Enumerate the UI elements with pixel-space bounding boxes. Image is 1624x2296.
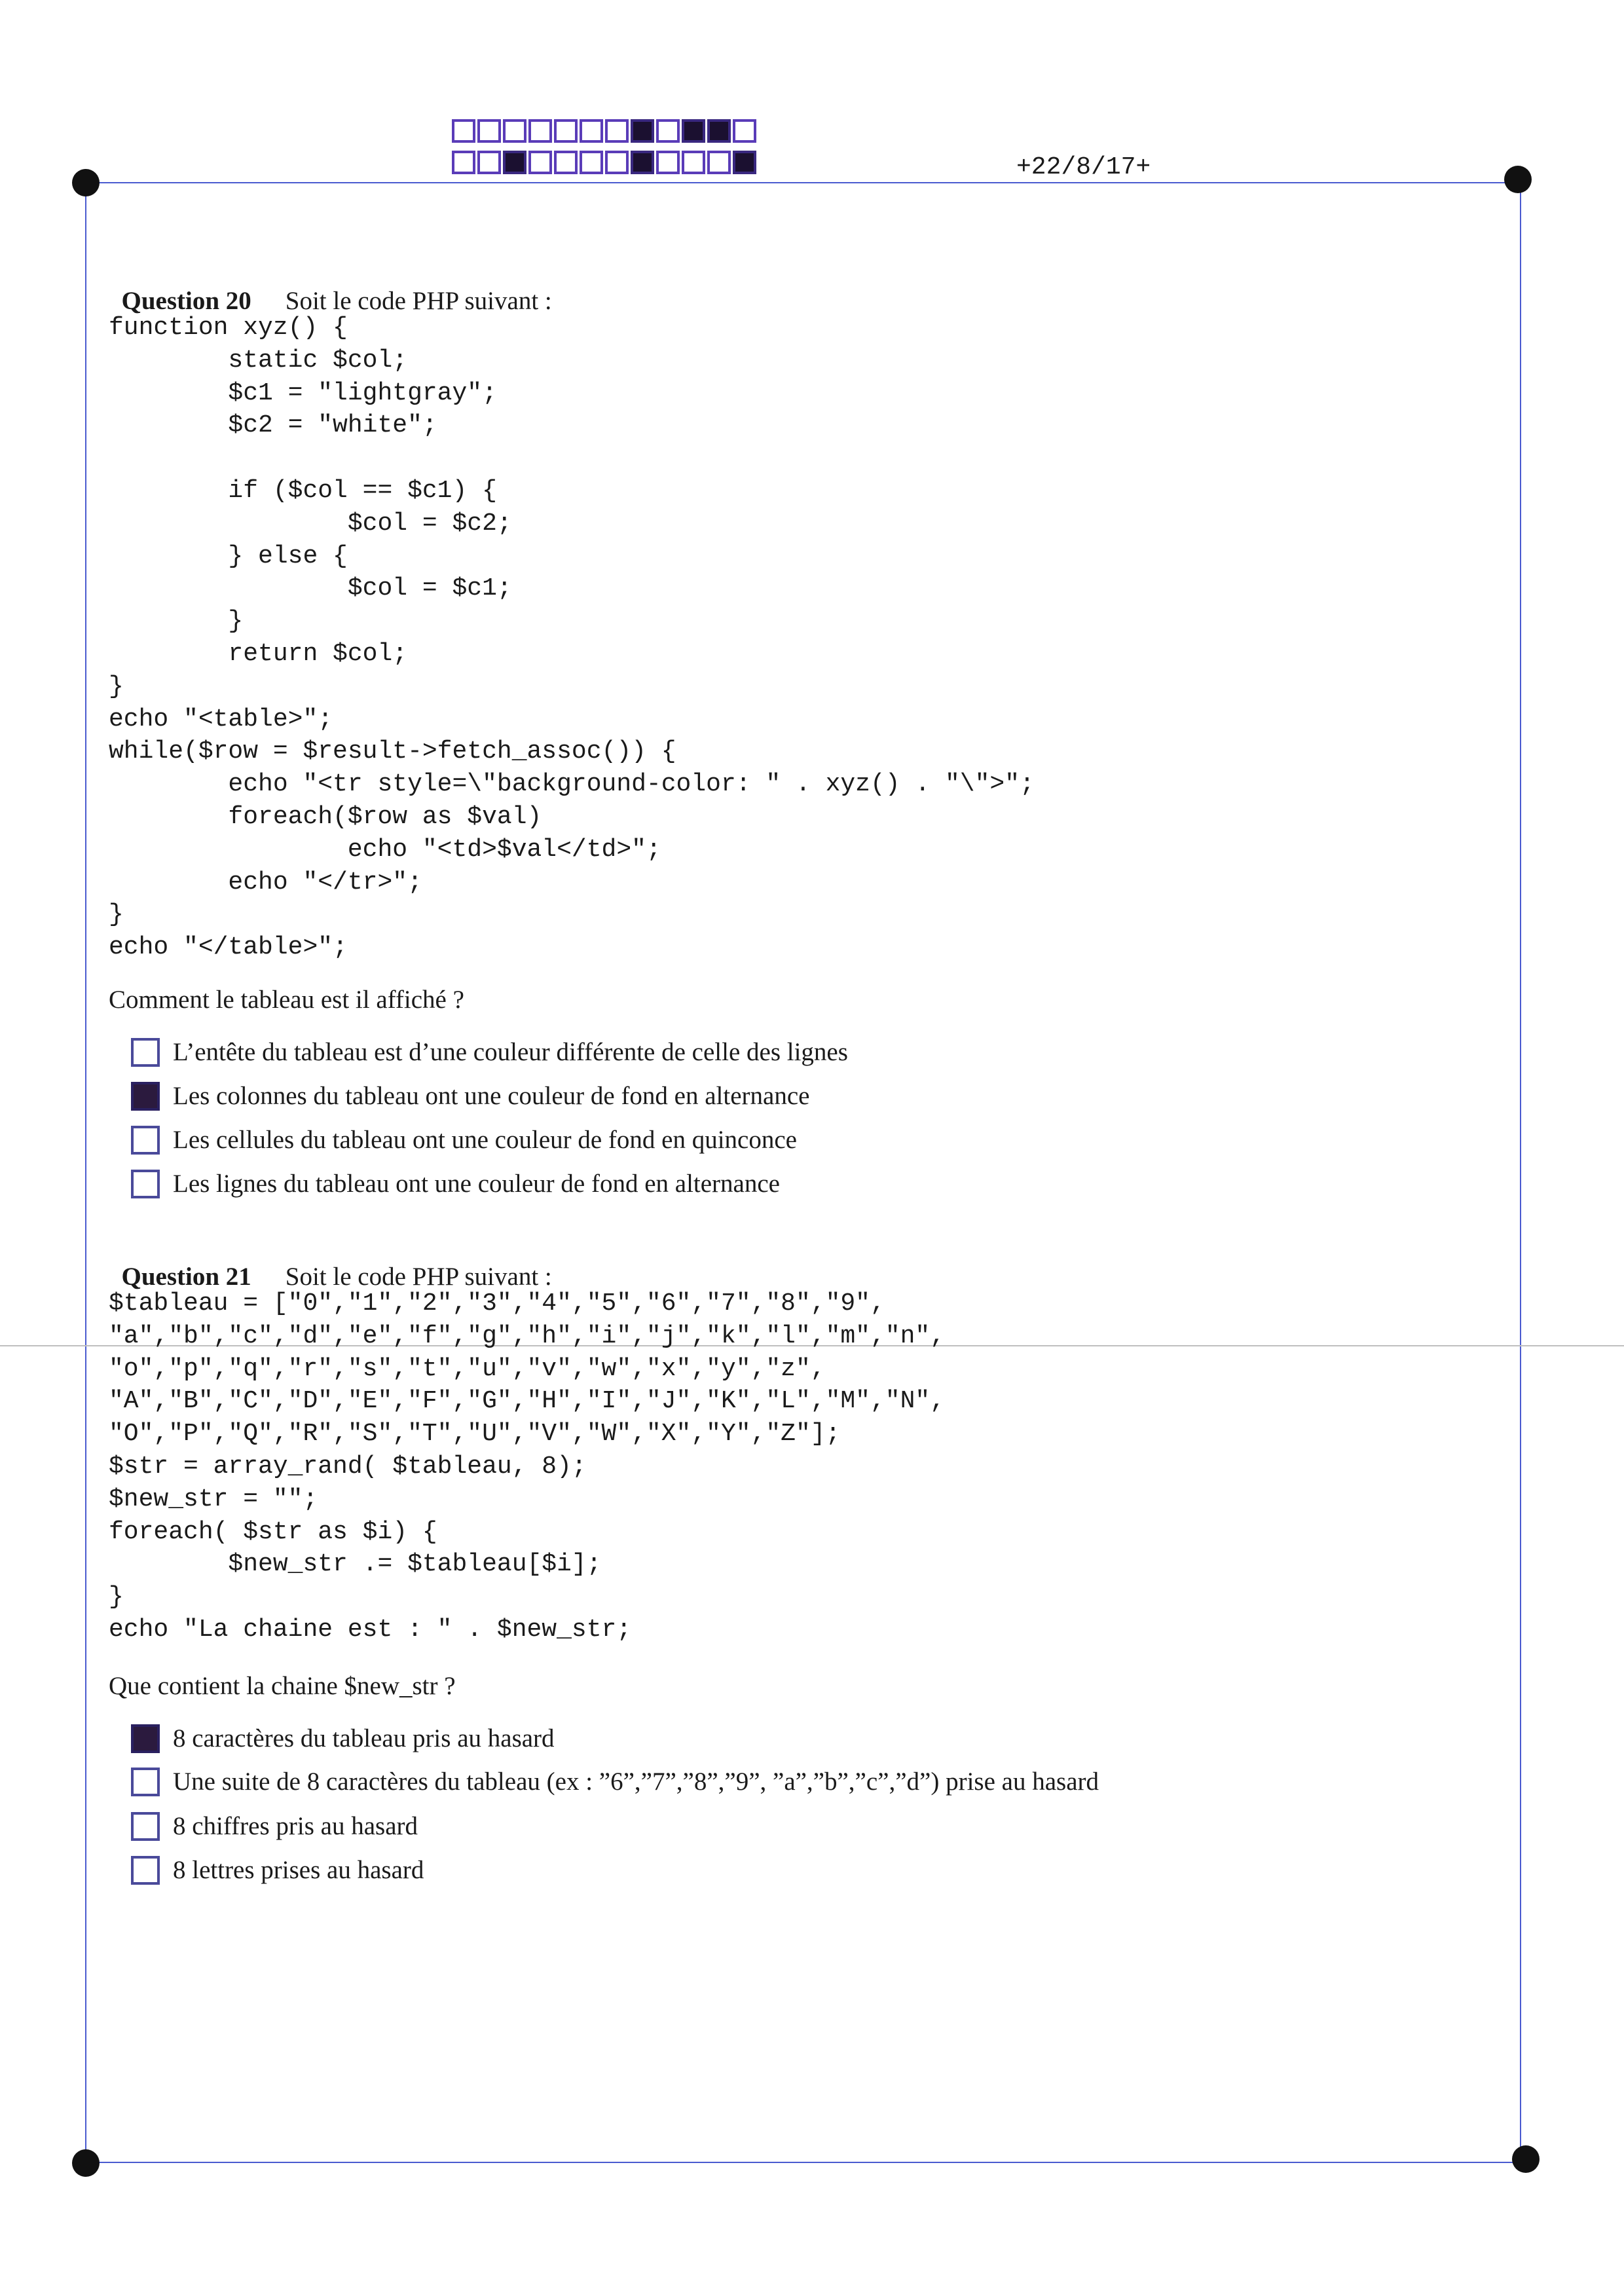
- registration-bit: [528, 151, 552, 174]
- question-21-label: Question 21: [121, 1263, 251, 1291]
- registration-bit: [733, 151, 756, 174]
- registration-bit: [528, 119, 552, 143]
- q20-answer-4-label: Les lignes du tableau ont une couleur de fond en alternance: [173, 1170, 780, 1198]
- corner-marker-top-left: [72, 169, 100, 196]
- registration-bit: [477, 119, 501, 143]
- q21-answer-4[interactable]: [131, 1855, 424, 1885]
- question-20-title: [109, 257, 552, 316]
- registration-bit: [554, 119, 578, 143]
- registration-bit: [452, 151, 475, 174]
- registration-bit: [605, 151, 629, 174]
- q21-answer-3[interactable]: [131, 1811, 418, 1841]
- registration-bit: [580, 151, 603, 174]
- q21-answer-2-checkbox[interactable]: [131, 1768, 160, 1796]
- registration-bit: [452, 119, 475, 143]
- registration-bit: [733, 119, 756, 143]
- question-20-code: function xyz() { static $col; $c1 = "lightgray"; $c2 = "white"; if ($col == $c1) { $col = $c2; } else { $col = $c1; } return $col; } echo "<table>"; while($row = $result->fetch_assoc()) { echo "<tr style=\"background-color: " . xyz() . "\">"; foreach($row as $val) echo "<td>$val</td>"; echo "</tr>"; } echo "</table>";: [109, 314, 1035, 962]
- q20-answer-2[interactable]: [131, 1081, 809, 1111]
- registration-bit: [682, 151, 705, 174]
- q20-answer-3-label: Les cellules du tableau ont une couleur de fond en quinconce: [173, 1126, 797, 1154]
- q21-answer-1[interactable]: [131, 1724, 555, 1753]
- q21-answer-4-label: 8 lettres prises au hasard: [173, 1856, 424, 1884]
- q20-answer-2-checkbox[interactable]: [131, 1082, 160, 1111]
- q21-answer-1-label: 8 caractères du tableau pris au hasard: [173, 1724, 555, 1752]
- q21-answer-3-label: 8 chiffres pris au hasard: [173, 1812, 418, 1840]
- registration-bits-bottom: [452, 151, 758, 174]
- q20-answer-3[interactable]: [131, 1125, 797, 1155]
- registration-bit: [631, 119, 654, 143]
- q20-answer-1[interactable]: [131, 1037, 848, 1067]
- corner-marker-bottom-right: [1512, 2145, 1540, 2173]
- registration-bit: [707, 119, 731, 143]
- registration-bit: [631, 151, 654, 174]
- question-21-title: [109, 1232, 552, 1291]
- q21-answer-1-checkbox[interactable]: [131, 1724, 160, 1753]
- registration-bit: [580, 119, 603, 143]
- registration-bit: [656, 119, 680, 143]
- registration-bit: [477, 151, 501, 174]
- registration-bit: [707, 151, 731, 174]
- q20-answer-3-checkbox[interactable]: [131, 1126, 160, 1155]
- q21-answer-3-checkbox[interactable]: [131, 1812, 160, 1841]
- registration-bit: [605, 119, 629, 143]
- q21-answer-4-checkbox[interactable]: [131, 1856, 160, 1885]
- question-20-prompt: Comment le tableau est il affiché ?: [109, 986, 464, 1014]
- q20-answer-2-label: Les colonnes du tableau ont une couleur de fond en alternance: [173, 1082, 810, 1110]
- registration-bits-top: [452, 119, 758, 143]
- q21-answer-2-label: Une suite de 8 caractères du tableau (ex : ”6”,”7”,”8”,”9”, ”a”,”b”,”c”,”d”) prise au hasard: [173, 1768, 1099, 1796]
- corner-marker-bottom-left: [72, 2149, 100, 2177]
- q20-answer-4[interactable]: [131, 1169, 780, 1198]
- registration-bit: [503, 119, 526, 143]
- registration-bit: [682, 119, 705, 143]
- question-20-label: Question 20: [121, 287, 251, 315]
- q20-answer-1-label: L’entête du tableau est d’une couleur différente de celle des lignes: [173, 1038, 848, 1066]
- registration-bit: [656, 151, 680, 174]
- page-code: +22/8/17+: [1016, 153, 1151, 181]
- question-21-code: $tableau = ["0","1","2","3","4","5","6","7","8","9", "a","b","c","d","e","f","g","h","i","j","k","l","m","n", "o","p","q","r","s","t","u","v","w","x","y","z", "A","B","C","D","E","F","G","H","I","J","K","L","M","N", "O","P","Q","R","S","T","U","V","W","X","Y","Z"]; $str = array_rand( $tableau, 8); $new_str = ""; foreach( $str as $i) { $new_str .= $tableau[$i]; } echo "La chaine est : " . $new_str;: [109, 1289, 946, 1644]
- registration-bit: [554, 151, 578, 174]
- question-21-intro: Soit le code PHP suivant :: [285, 1263, 552, 1291]
- corner-marker-top-right: [1504, 166, 1532, 193]
- q20-answer-4-checkbox[interactable]: [131, 1170, 160, 1198]
- registration-bit: [503, 151, 526, 174]
- question-20-intro: Soit le code PHP suivant :: [285, 287, 552, 315]
- question-21-prompt: Que contient la chaine $new_str ?: [109, 1672, 456, 1700]
- q20-answer-1-checkbox[interactable]: [131, 1038, 160, 1067]
- q21-answer-2[interactable]: [131, 1767, 1099, 1796]
